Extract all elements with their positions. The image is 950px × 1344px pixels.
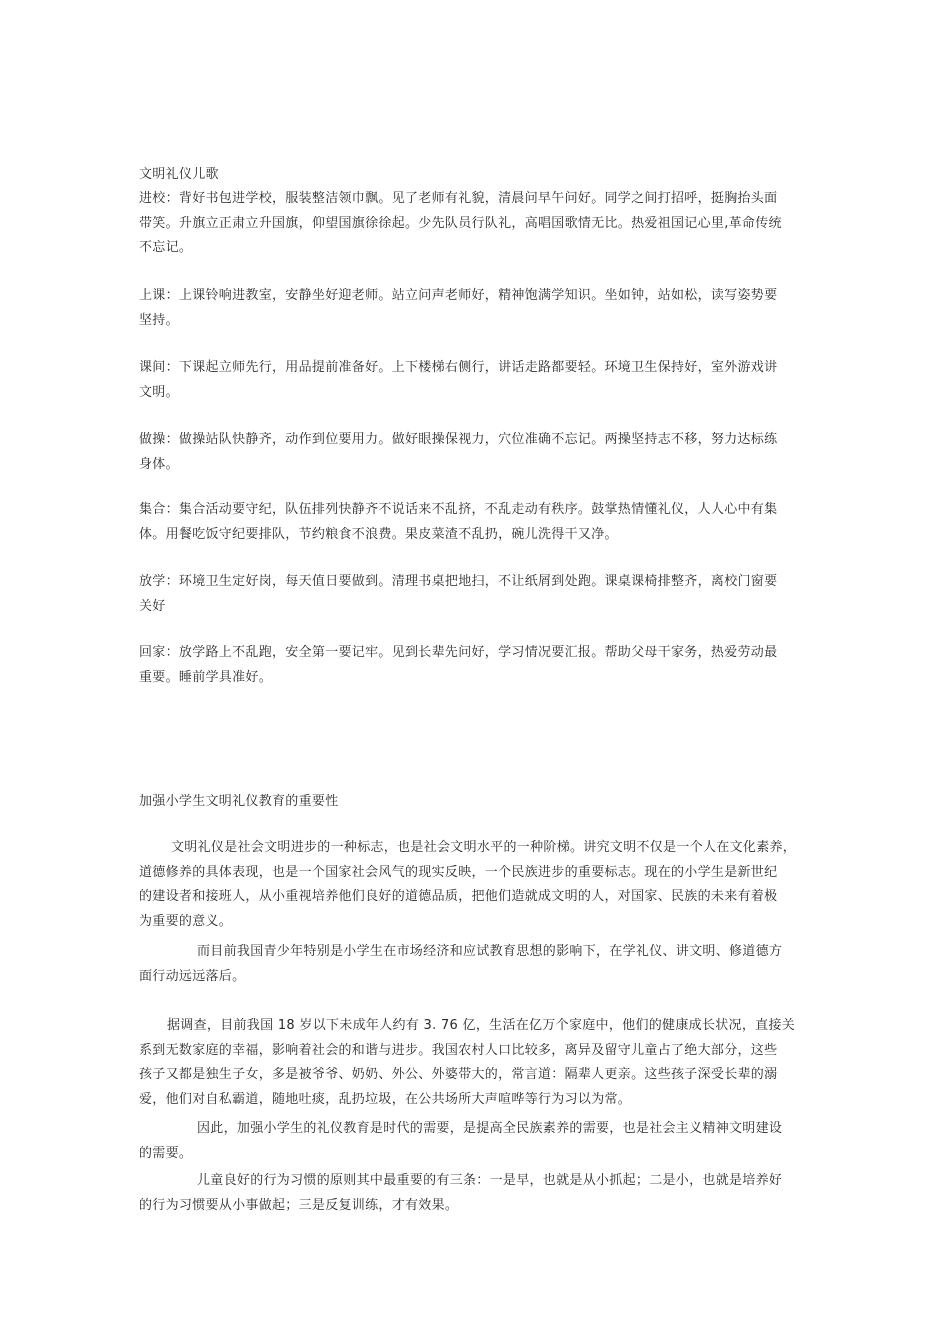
text-line: 体。用餐吃饭守纪要排队，节约粮食不浪费。果皮菜渣不乱扔，碗儿洗得干又净。	[139, 526, 618, 542]
text-line: 回家：放学路上不乱跑，安全第一要记牢。见到长辈先问好，学习情况要汇报。帮助父母干家务，热爱劳动最	[139, 645, 778, 660]
poem-stanza-huijia	[139, 641, 829, 690]
text-line: 放学：环境卫生定好岗，每天值日要做到。清理书桌把地扫，不让纸屑到处跑。课桌课椅排整齐，离校门窗要	[139, 574, 778, 589]
text-line: 文明礼仪是社会文明进步的一种标志，也是社会文明水平的一种阶梯。讲究文明不仅是一个人在文化素养，	[171, 840, 797, 855]
text-line: 课间：下课起立师先行，用品提前准备好。上下楼梯右侧行，讲话走路都要轻。环境卫生保持好，室外游戏讲	[139, 360, 778, 375]
text-line: 关好	[139, 598, 166, 614]
text-line: 为重要的意义。	[139, 913, 233, 929]
text-line: 因此，加强小学生的礼仪教育是时代的需要，是提高全民族素养的需要，也是社会主义精神文明建设	[197, 1121, 783, 1136]
text-line: 的建设者和接班人，从小重视培养他们良好的道德品质，把他们造就成文明的人，对国家、民族的未来有着极	[139, 889, 778, 904]
essay-paragraph-2	[139, 940, 829, 989]
text-line: 爱，他们对自私霸道，随地吐痰，乱扔垃圾，在公共场所大声喧哗等行为习以为常。	[139, 1091, 632, 1107]
poem-title: 文明礼仪儿歌	[139, 167, 219, 182]
text-line: 做操：做操站队快静齐，动作到位要用力。做好眼操保视力，穴位准确不忘记。两操坚持志不移，努力达标练	[139, 432, 778, 447]
text-line: 而目前我国青少年特别是小学生在市场经济和应试教育思想的影响下，在学礼仪、讲文明、修道德方	[197, 944, 783, 959]
text-line: 的行为习惯要从小事做起；三是反复训练，才有效果。	[139, 1197, 459, 1213]
text-line: 面行动远远落后。	[139, 968, 246, 984]
poem-stanza-jinxiao	[139, 187, 829, 261]
text-line: 孩子又都是独生子女，多是被爷爷、奶奶、外公、外婆带大的，常言道：隔辈人更亲。这些孩子深受长辈的溺	[139, 1067, 778, 1082]
poem-stanza-fangxue	[139, 570, 829, 619]
text-line: 上课：上课铃响进教室，安静坐好迎老师。站立问声老师好，精神饱满学知识。坐如钟，站如松，读写姿势要	[139, 288, 778, 303]
text-line: 文明。	[139, 384, 179, 400]
text-line: 不忘记。	[139, 240, 193, 255]
essay-paragraph-1	[139, 836, 829, 934]
text-line: 带笑。升旗立正肃立升国旗，仰望国旗徐徐起。少先队员行队礼，高唱国歌情无比。热爱祖国记心里,革命传统	[139, 215, 782, 231]
text-line: 道德修养的具体表现，也是一个国家社会风气的现实反映，一个民族进步的重要标志。现在的小学生是新世纪	[139, 864, 778, 880]
text-line: 进校：背好书包进学校，服装整洁领巾飘。见了老师有礼貌，清晨问早午问好。同学之间打招呼，挺胸抬头面	[139, 191, 778, 206]
essay-paragraph-4	[139, 1117, 829, 1166]
text-line: 坚持。	[139, 312, 179, 328]
essay-title: 加强小学生文明礼仪教育的重要性	[139, 794, 339, 809]
text-line: 系到无数家庭的幸福，影响着社会的和谐与进步。我国农村人口比较多，离异及留守儿童占了绝大部分，这些	[139, 1042, 778, 1058]
poem-stanza-jihe	[139, 498, 829, 547]
poem-stanza-shangke	[139, 284, 829, 333]
text-line: 儿童良好的行为习惯的原则其中最重要的有三条：一是早，也就是从小抓起；二是小，也就是培养好	[197, 1173, 783, 1188]
text-line: 身体。	[139, 456, 179, 472]
poem-stanza-zuocao	[139, 428, 829, 477]
poem-stanza-kejian	[139, 356, 829, 405]
text-line: 据调查，目前我国 18 岁以下未成年人约有 3. 76 亿，生活在亿万个家庭中，他们的健康成长状况，直接关	[167, 1018, 796, 1033]
text-line: 重要。睡前学具准好。	[139, 669, 273, 685]
essay-paragraph-5	[139, 1169, 829, 1218]
essay-paragraph-3	[139, 1014, 829, 1112]
text-line: 集合：集合活动要守纪，队伍排列快静齐不说话来不乱挤，不乱走动有秩序。鼓掌热情懂礼仪，人人心中有集	[139, 502, 778, 517]
text-line: 的需要。	[139, 1145, 193, 1161]
